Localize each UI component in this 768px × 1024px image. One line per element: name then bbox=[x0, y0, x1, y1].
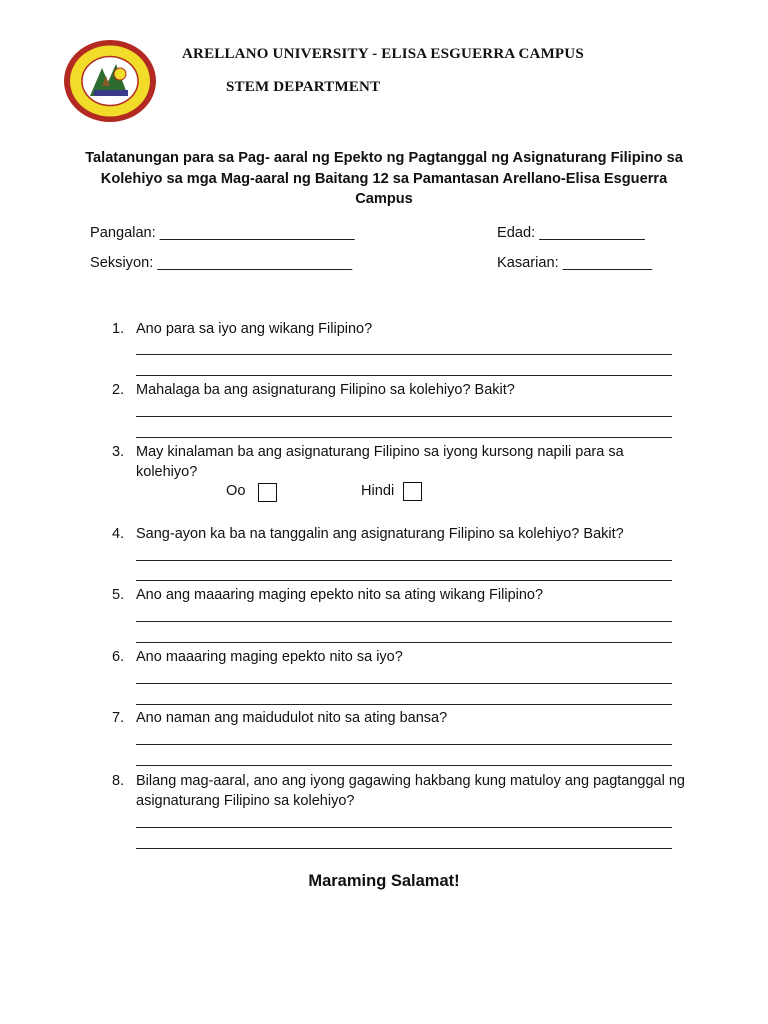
question-item bbox=[112, 524, 692, 544]
question-text: Ano ang maaaring maging epekto nito sa ating wikang Filipino? bbox=[136, 587, 544, 603]
questionnaire-title: Talatanungan para sa Pag- aaral ng Epekto ng Pagtanggal ng Asignaturang Filipino sa Kolehiyo sa mga Mag-aaral ng Baitang 12 sa Pamantasan Arellano-Elisa Esguerra Campus bbox=[85, 150, 683, 207]
answer-line[interactable] bbox=[136, 621, 672, 622]
section-field[interactable]: Seksiyon: ________________________ bbox=[90, 255, 353, 271]
answer-line[interactable] bbox=[136, 642, 672, 643]
question-item bbox=[112, 442, 692, 482]
question-number: 2. bbox=[112, 382, 125, 398]
sex-field[interactable]: Kasarian: ___________ bbox=[497, 255, 652, 271]
answer-line[interactable] bbox=[136, 765, 672, 766]
question-number: 4. bbox=[112, 526, 125, 542]
closing-message: Maraming Salamat! bbox=[308, 872, 460, 890]
question-text: Sang-ayon ka ba na tanggalin ang asignaturang Filipino sa kolehiyo? Bakit? bbox=[136, 526, 624, 542]
answer-line[interactable] bbox=[136, 354, 672, 355]
question-text: Mahalaga ba ang asignaturang Filipino sa kolehiyo? Bakit? bbox=[136, 382, 515, 398]
answer-line[interactable] bbox=[136, 848, 672, 849]
question-item bbox=[112, 585, 692, 605]
department-name: STEM DEPARTMENT bbox=[226, 79, 381, 95]
question-number: 8. bbox=[112, 773, 125, 789]
question-number: 6. bbox=[112, 649, 125, 665]
choice-no-checkbox[interactable] bbox=[403, 482, 422, 501]
choice-no-label: Hindi bbox=[361, 483, 395, 499]
question-number: 5. bbox=[112, 587, 125, 603]
answer-line[interactable] bbox=[136, 580, 672, 581]
answer-line[interactable] bbox=[136, 437, 672, 438]
question-number: 7. bbox=[112, 710, 125, 726]
university-seal bbox=[62, 38, 158, 124]
question-text: Ano naman ang maidudulot nito sa ating bansa? bbox=[136, 710, 448, 726]
question-text: Ano maaaring maging epekto nito sa iyo? bbox=[136, 649, 403, 665]
question-item bbox=[112, 771, 712, 811]
question-item bbox=[112, 380, 692, 400]
answer-line[interactable] bbox=[136, 683, 672, 684]
question-number: 3. bbox=[112, 444, 125, 460]
answer-line[interactable] bbox=[136, 560, 672, 561]
university-name: ARELLANO UNIVERSITY - ELISA ESGUERRA CAMPUS bbox=[182, 46, 584, 62]
choice-yes-checkbox[interactable] bbox=[258, 483, 277, 502]
choice-yes-label: Oo bbox=[226, 483, 246, 499]
age-field[interactable]: Edad: _____________ bbox=[497, 225, 645, 241]
answer-line[interactable] bbox=[136, 744, 672, 745]
question-text: Ano para sa iyo ang wikang Filipino? bbox=[136, 321, 373, 337]
answer-line[interactable] bbox=[136, 416, 672, 417]
answer-line[interactable] bbox=[136, 375, 672, 376]
question-text: Bilang mag-aaral, ano ang iyong gagawing hakbang kung matuloy ang pagtanggal ng asignaturang Filipino sa kolehiyo? bbox=[136, 773, 685, 809]
answer-line[interactable] bbox=[136, 704, 672, 705]
question-item bbox=[112, 708, 692, 728]
question-item bbox=[112, 319, 692, 339]
question-number: 1. bbox=[112, 321, 125, 337]
answer-line[interactable] bbox=[136, 827, 672, 828]
name-field[interactable]: Pangalan: ________________________ bbox=[90, 225, 355, 241]
question-text: May kinalaman ba ang asignaturang Filipino sa iyong kursong napili para sa kolehiyo? bbox=[136, 444, 624, 480]
question-item bbox=[112, 647, 692, 667]
